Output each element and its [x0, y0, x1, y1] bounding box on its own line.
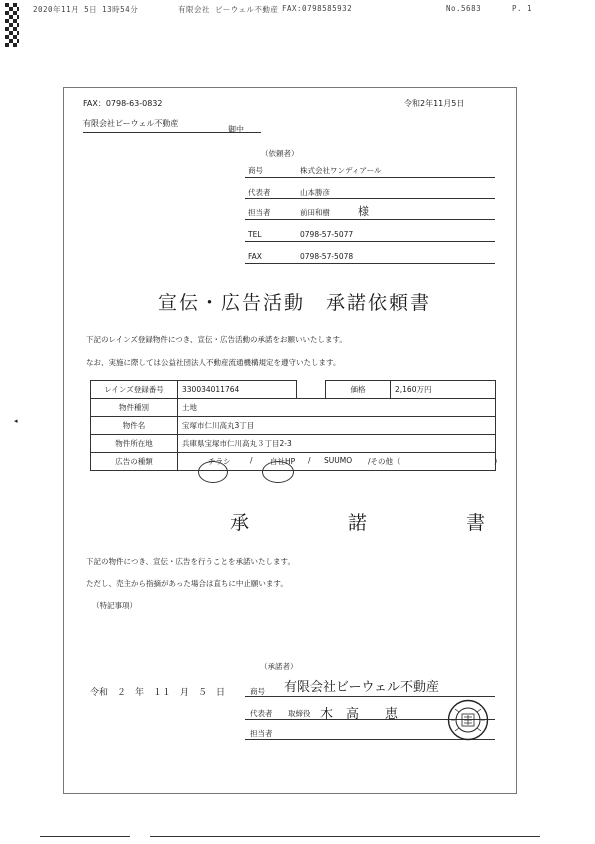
fax-number: FAX：0798-63-0832: [83, 99, 163, 108]
table-spacer: [297, 381, 326, 399]
requester-line: [245, 263, 495, 264]
requester-label-company: 商号: [248, 166, 263, 175]
requester-company: 株式会社ワンディアール: [300, 166, 382, 175]
consent-line-1: 下記の物件につき、宣伝・広告を行うことを承諾いたします。: [86, 557, 295, 566]
recipient-underline: [83, 132, 261, 133]
requester-heading: （依頼者）: [261, 149, 299, 158]
requester-fax: 0798-57-5078: [300, 252, 354, 261]
requester-label-fax: FAX: [248, 252, 262, 261]
table-label-reins: レインズ登録番号: [91, 381, 178, 399]
property-table: [90, 380, 502, 471]
table-value-price: 2,160万円: [391, 381, 496, 399]
requester-label-contact: 担当者: [248, 208, 271, 217]
fax-checker-mark: [5, 3, 19, 49]
consenter-representative: 木 高 恵: [320, 707, 399, 722]
fax-header-sender: 有限会社 ビーウェル不動産: [178, 5, 279, 14]
ad-option-other-close: ）: [494, 457, 502, 466]
ad-option-other: /その他（: [368, 457, 401, 466]
table-label-ad-type: 広告の種類: [91, 453, 178, 471]
table-row: [91, 399, 496, 417]
ad-option-own-website: 自社HP: [270, 457, 296, 466]
document-title: 宣伝・広告活動 承諾依頼書: [158, 292, 432, 314]
table-value-type: 土地: [178, 399, 496, 417]
fax-header-page: No.5683: [446, 4, 482, 13]
requester-line: [245, 177, 495, 178]
fax-header-page-fraction: P. 1: [512, 4, 533, 13]
fax-header-number: FAX:0798585932: [282, 4, 353, 13]
requester-representative: 山本勝彦: [300, 188, 330, 197]
selected-circle-own-website: [262, 461, 294, 483]
consenter-label-contact: 担当者: [250, 729, 273, 738]
table-row: [91, 435, 496, 453]
ad-option-suumo: SUUMO: [324, 456, 353, 465]
consent-line-2: ただし、売主から指摘があった場合は直ちに中止願います。: [86, 579, 288, 588]
footer-line: [150, 836, 540, 837]
selected-circle-flyer: [198, 461, 228, 483]
requester-line: [245, 241, 495, 242]
ad-option-separator: /: [250, 456, 253, 465]
consenter-company: 有限会社ビーウェル不動産: [284, 680, 439, 695]
consenter-label-company: 商号: [250, 687, 265, 696]
requester-line: [245, 198, 495, 199]
ad-option-flyer: チラシ: [208, 457, 231, 466]
requester-contact-suffix: 様: [358, 205, 369, 218]
requester-tel: 0798-57-5077: [300, 230, 354, 239]
table-value-reins: 330034011764: [178, 381, 297, 399]
scan-mark-icon: ◂: [14, 417, 18, 425]
table-value-name: 宝塚市仁川高丸3丁目: [178, 417, 496, 435]
footer-line: [40, 836, 130, 837]
table-value-address: 兵庫県宝塚市仁川高丸３丁目2-3: [178, 435, 496, 453]
requester-label-representative: 代表者: [248, 188, 271, 197]
table-row: [91, 381, 496, 399]
consent-date: 令和 ２ 年 １１ 月 ５ 日: [90, 688, 226, 698]
intro-line-2: なお、実施に際しては公益社団法人不動産流通機構規定を遵守いたします。: [86, 358, 341, 367]
ad-option-separator: /: [308, 456, 311, 465]
consent-title: 承 諾 書: [230, 512, 526, 534]
intro-line-1: 下記のレインズ登録物件につき、宣伝・広告活動の承諾をお願いいたします。: [86, 335, 347, 344]
document-date: 令和2年11月5日: [404, 99, 465, 108]
requester-line: [245, 219, 495, 220]
table-row: [91, 417, 496, 435]
consenter-role: 取締役: [288, 709, 311, 718]
table-label-type: 物件種別: [91, 399, 178, 417]
table-label-name: 物件名: [91, 417, 178, 435]
company-seal-icon: [447, 699, 489, 741]
table-label-address: 物件所在地: [91, 435, 178, 453]
table-label-price: 価格: [326, 381, 391, 399]
consenter-heading: （承諾者）: [260, 662, 298, 671]
fax-header-datetime: 2020年11月 5日 13時54分: [33, 5, 139, 14]
consent-special-notes: （特記事項）: [92, 601, 137, 610]
recipient-suffix: 御中: [228, 125, 244, 134]
consenter-line: [245, 696, 495, 697]
requester-label-tel: TEL: [248, 230, 262, 239]
requester-contact: 前田和樹: [300, 208, 330, 217]
consenter-label-representative: 代表者: [250, 709, 273, 718]
recipient-name: 有限会社ビーウェル不動産: [83, 119, 179, 128]
